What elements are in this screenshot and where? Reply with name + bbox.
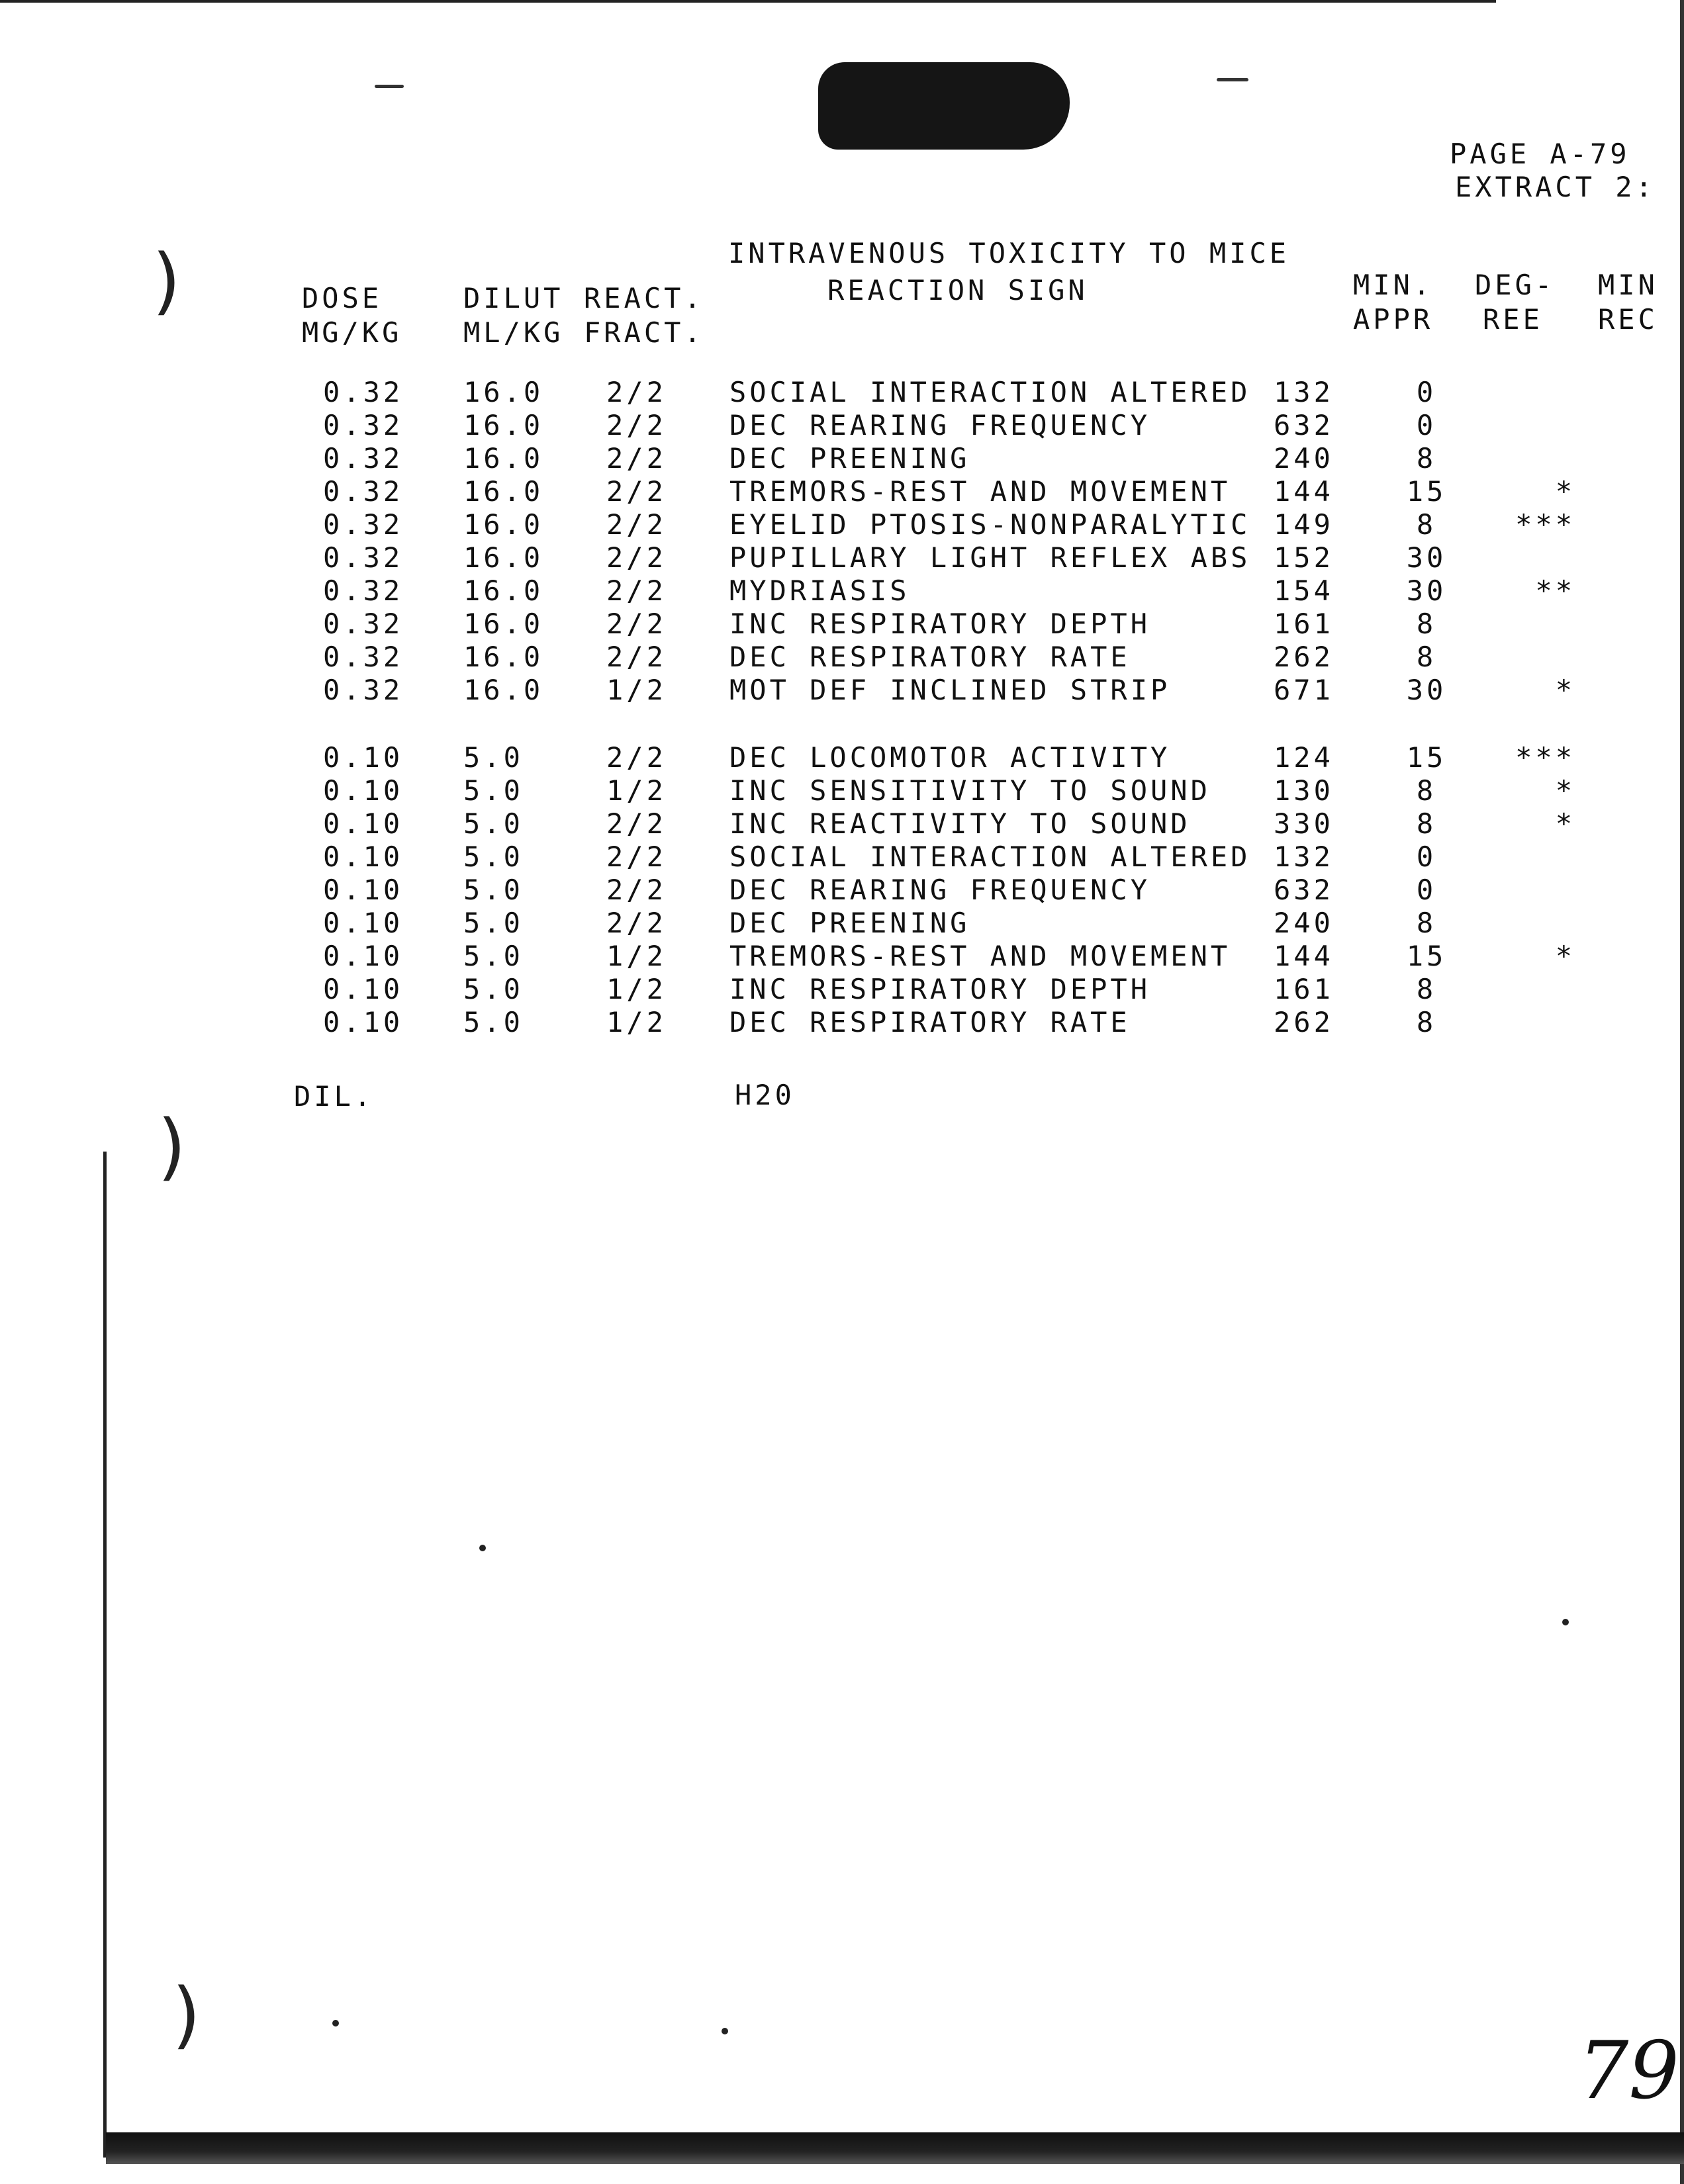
reaction-sign: TREMORS-REST AND MOVEMENT — [729, 940, 1231, 972]
fraction: 1/2 — [606, 774, 667, 807]
dose: 0.32 — [323, 541, 404, 574]
binder-hole-icon: ) — [172, 1972, 201, 2057]
sign-code: 330 — [1274, 807, 1334, 840]
dose: 0.10 — [323, 774, 404, 807]
dose: 0.32 — [323, 608, 404, 640]
dose: 0.10 — [323, 1006, 404, 1038]
min-appr: 0 — [1416, 409, 1437, 441]
dose: 0.32 — [323, 409, 404, 441]
dilution: 16.0 — [463, 541, 544, 574]
table-row — [0, 475, 1684, 511]
col-react: REACT. — [584, 282, 704, 314]
col-min: MIN. — [1353, 269, 1434, 301]
fraction: 1/2 — [606, 1006, 667, 1038]
dilution: 16.0 — [463, 574, 544, 607]
reaction-sign: DEC REARING FREQUENCY — [729, 409, 1151, 441]
degree: * — [1555, 674, 1575, 706]
table-row — [0, 741, 1684, 777]
dose: 0.10 — [323, 841, 404, 873]
table-row — [0, 643, 1684, 676]
table-row — [0, 508, 1684, 544]
min-appr: 0 — [1416, 841, 1437, 873]
speck — [722, 2028, 728, 2034]
dose: 0.32 — [323, 574, 404, 607]
dilution: 16.0 — [463, 376, 544, 408]
sign-code: 124 — [1274, 741, 1334, 774]
right-scan-edge — [1680, 0, 1684, 2184]
table-row — [0, 774, 1684, 810]
min-appr: 8 — [1416, 1006, 1437, 1038]
sign-code: 154 — [1274, 574, 1334, 607]
col-dilut-unit: ML/KG — [463, 316, 564, 349]
degree: * — [1555, 940, 1575, 972]
min-appr: 8 — [1416, 973, 1437, 1005]
degree: *** — [1515, 741, 1575, 774]
reaction-sign: SOCIAL INTERACTION ALTERED — [729, 376, 1251, 408]
table-row — [0, 541, 1684, 577]
table-row — [0, 973, 1684, 1009]
dilution: 5.0 — [463, 807, 524, 840]
dilution: 5.0 — [463, 907, 524, 939]
min-appr: 15 — [1406, 741, 1447, 774]
dose: 0.10 — [323, 807, 404, 840]
table-row — [0, 409, 1684, 445]
dilution: 16.0 — [463, 608, 544, 640]
reaction-sign: MYDRIASIS — [729, 574, 910, 607]
fraction: 2/2 — [606, 807, 667, 840]
min-appr: 30 — [1406, 674, 1447, 706]
dilution: 16.0 — [463, 475, 544, 508]
table-row — [0, 807, 1684, 843]
dose: 0.10 — [323, 907, 404, 939]
reaction-sign: MOT DEF INCLINED STRIP — [729, 674, 1171, 706]
fraction: 2/2 — [606, 907, 667, 939]
speck — [1562, 1619, 1569, 1625]
top-scan-edge — [0, 0, 1496, 3]
dilution: 5.0 — [463, 874, 524, 906]
page-number: PAGE A-79 — [1450, 138, 1630, 170]
sign-code: 132 — [1274, 376, 1334, 408]
dilution: 5.0 — [463, 774, 524, 807]
fraction: 1/2 — [606, 674, 667, 706]
dilution: 16.0 — [463, 508, 544, 541]
degree: * — [1555, 774, 1575, 807]
reaction-sign: DEC PREENING — [729, 907, 970, 939]
degree: * — [1555, 807, 1575, 840]
sign-code: 240 — [1274, 442, 1334, 475]
reaction-sign: SOCIAL INTERACTION ALTERED — [729, 841, 1251, 873]
dilution: 5.0 — [463, 741, 524, 774]
fraction: 2/2 — [606, 541, 667, 574]
table-row — [0, 376, 1684, 412]
table-row — [0, 1006, 1684, 1042]
dose: 0.32 — [323, 442, 404, 475]
dose: 0.32 — [323, 475, 404, 508]
reaction-sign: INC RESPIRATORY DEPTH — [729, 608, 1151, 640]
dilution: 16.0 — [463, 641, 544, 673]
handwritten-page-number: 79 — [1578, 2025, 1679, 2117]
redaction-block — [818, 62, 1070, 150]
binder-hole-icon: ) — [152, 238, 181, 323]
sign-code: 262 — [1274, 641, 1334, 673]
fraction: 2/2 — [606, 608, 667, 640]
col-ree: REE — [1483, 303, 1543, 336]
sign-code: 161 — [1274, 973, 1334, 1005]
degree: ** — [1535, 574, 1575, 607]
min-appr: 8 — [1416, 807, 1437, 840]
table-row — [0, 876, 1684, 909]
fraction: 2/2 — [606, 442, 667, 475]
reaction-sign: INC SENSITIVITY TO SOUND — [729, 774, 1211, 807]
reaction-sign: PUPILLARY LIGHT REFLEX ABS — [729, 541, 1251, 574]
speck — [479, 1545, 486, 1551]
fraction: 2/2 — [606, 574, 667, 607]
sign-code: 632 — [1274, 874, 1334, 906]
dose: 0.32 — [323, 641, 404, 673]
reaction-sign: EYELID PTOSIS-NONPARALYTIC — [729, 508, 1251, 541]
sign-code: 130 — [1274, 774, 1334, 807]
sign-code: 262 — [1274, 1006, 1334, 1038]
sign-code: 132 — [1274, 841, 1334, 873]
fraction: 1/2 — [606, 973, 667, 1005]
col-dose: DOSE — [302, 282, 383, 314]
sign-code: 144 — [1274, 475, 1334, 508]
table-row — [0, 942, 1684, 976]
min-appr: 15 — [1406, 940, 1447, 972]
min-appr: 8 — [1416, 641, 1437, 673]
col-dilut: DILUT — [463, 282, 564, 314]
reaction-sign: INC RESPIRATORY DEPTH — [729, 973, 1151, 1005]
sign-code: 632 — [1274, 409, 1334, 441]
min-appr: 30 — [1406, 574, 1447, 607]
fraction: 2/2 — [606, 874, 667, 906]
min-appr: 0 — [1416, 376, 1437, 408]
dilution: 16.0 — [463, 674, 544, 706]
bottom-scan-band — [106, 2132, 1684, 2164]
fraction: 2/2 — [606, 376, 667, 408]
reaction-sign: INC REACTIVITY TO SOUND — [729, 807, 1191, 840]
diluent-label: DIL. — [294, 1080, 375, 1113]
table-row — [0, 909, 1684, 942]
diluent-value: H20 — [735, 1079, 795, 1111]
reaction-sign: DEC LOCOMOTOR ACTIVITY — [729, 741, 1171, 774]
sign-code: 240 — [1274, 907, 1334, 939]
dose: 0.32 — [323, 508, 404, 541]
dose: 0.10 — [323, 973, 404, 1005]
extract-label: EXTRACT 2: — [1455, 171, 1656, 203]
fraction: 2/2 — [606, 641, 667, 673]
reaction-sign: DEC REARING FREQUENCY — [729, 874, 1151, 906]
table-title: INTRAVENOUS TOXICITY TO MICE — [728, 237, 1290, 269]
degree: * — [1555, 475, 1575, 508]
min-appr: 30 — [1406, 541, 1447, 574]
col-dose-unit: MG/KG — [302, 316, 402, 349]
reaction-sign: TREMORS-REST AND MOVEMENT — [729, 475, 1231, 508]
fraction: 2/2 — [606, 409, 667, 441]
min-appr: 8 — [1416, 774, 1437, 807]
table-row — [0, 442, 1684, 478]
table-row — [0, 610, 1684, 643]
punch-mark — [1217, 78, 1248, 81]
dilution: 5.0 — [463, 973, 524, 1005]
reaction-sign: DEC RESPIRATORY RATE — [729, 641, 1131, 673]
sign-code: 152 — [1274, 541, 1334, 574]
col-reaction-sign: REACTION SIGN — [827, 274, 1088, 306]
sign-code: 161 — [1274, 608, 1334, 640]
speck — [332, 2020, 339, 2026]
min-appr: 8 — [1416, 508, 1437, 541]
sign-code: 671 — [1274, 674, 1334, 706]
fraction: 2/2 — [606, 508, 667, 541]
dilution: 16.0 — [463, 409, 544, 441]
table-row — [0, 676, 1684, 709]
reaction-sign: DEC PREENING — [729, 442, 970, 475]
degree: *** — [1515, 508, 1575, 541]
dose: 0.10 — [323, 874, 404, 906]
col-deg: DEG- — [1475, 269, 1556, 301]
left-scan-edge — [103, 1152, 107, 2158]
min-appr: 0 — [1416, 874, 1437, 906]
col-min-appr: APPR — [1353, 303, 1434, 336]
binder-hole-icon: ) — [158, 1104, 186, 1189]
dilution: 5.0 — [463, 1006, 524, 1038]
fraction: 2/2 — [606, 475, 667, 508]
punch-mark — [375, 85, 404, 88]
fraction: 1/2 — [606, 940, 667, 972]
sign-code: 144 — [1274, 940, 1334, 972]
dose: 0.10 — [323, 741, 404, 774]
table-row — [0, 843, 1684, 876]
reaction-sign: DEC RESPIRATORY RATE — [729, 1006, 1131, 1038]
fraction: 2/2 — [606, 741, 667, 774]
min-appr: 15 — [1406, 475, 1447, 508]
dose: 0.32 — [323, 376, 404, 408]
min-appr: 8 — [1416, 608, 1437, 640]
table-row — [0, 574, 1684, 610]
dilution: 5.0 — [463, 841, 524, 873]
dilution: 5.0 — [463, 940, 524, 972]
col-min-rec: MIN — [1598, 269, 1658, 301]
col-fract: FRACT. — [584, 316, 704, 349]
sign-code: 149 — [1274, 508, 1334, 541]
dilution: 16.0 — [463, 442, 544, 475]
dose: 0.10 — [323, 940, 404, 972]
min-appr: 8 — [1416, 907, 1437, 939]
col-min-rec-l2: REC — [1598, 303, 1658, 336]
min-appr: 8 — [1416, 442, 1437, 475]
dose: 0.32 — [323, 674, 404, 706]
fraction: 2/2 — [606, 841, 667, 873]
